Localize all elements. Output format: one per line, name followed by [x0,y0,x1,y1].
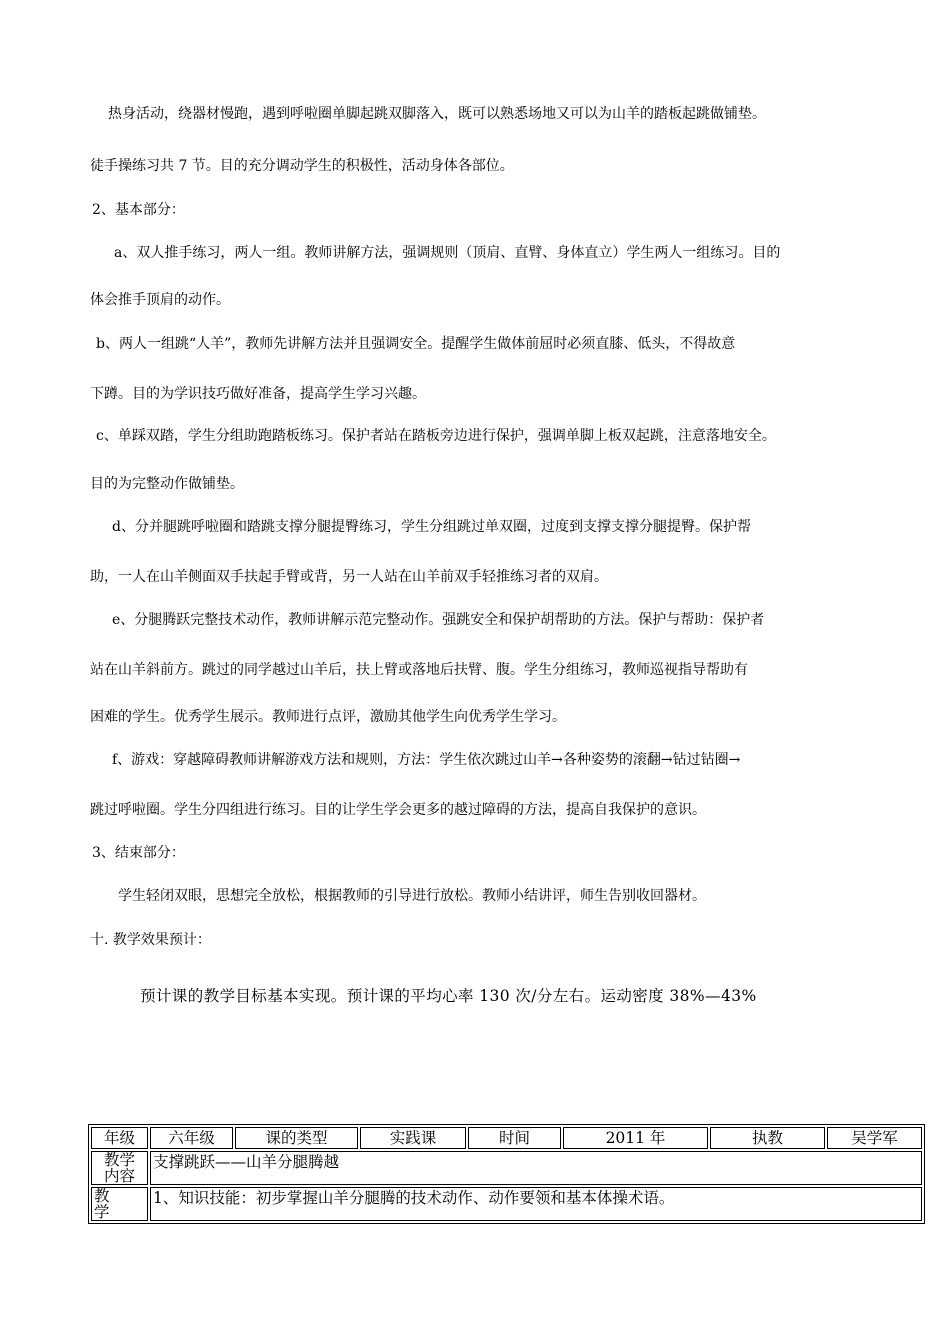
paragraph-warmup: 热身活动，绕器材慢跑，遇到呼啦圈单脚起跳双脚落入，既可以熟悉场地又可以为山羊的踏板起跳做铺垫。 [108,106,766,122]
paragraph-f: f、游戏：穿越障碍教师讲解游戏方法和规则，方法：学生依次跳过山羊→各种姿势的滚翻→钻过钻圈→ [112,752,741,768]
time-value: 2011 年 [563,1127,708,1149]
content-label-line2: 内容 [103,1167,135,1185]
content-label [91,1151,148,1185]
table-row-header [91,1127,922,1149]
type-label: 课的类型 [235,1127,358,1149]
goal-label-line2: 学 [94,1203,110,1221]
paragraph-exercise: 徒手操练习共 7 节。目的充分调动学生的积极性，活动身体各部位。 [90,158,514,174]
goal-label [91,1187,148,1221]
grade-value: 六年级 [150,1127,233,1149]
section-heading-basic: 2、基本部分： [92,202,185,218]
paragraph-e-cont-1: 站在山羊斜前方。跳过的同学越过山羊后，扶上臂或落地后扶臂、腹。学生分组练习，教师巡视指导帮助有 [90,662,748,678]
paragraph-d-cont: 助，一人在山羊侧面双手扶起手臂或背，另一人站在山羊前双手轻推练习者的双肩。 [90,569,608,585]
paragraph-ending: 学生轻闭双眼，思想完全放松，根据教师的引导进行放松。教师小结讲评，师生告别收回器材。 [118,888,706,904]
paragraph-b-cont: 下蹲。目的为学识技巧做好准备，提高学生学习兴趣。 [90,386,426,402]
paragraph-d: d、分并腿跳呼啦圈和踏跳支撑分腿提臀练习，学生分组跳过单双圈，过度到支撑支撑分腿提臀。保护帮 [112,519,751,535]
section-heading-ending: 3、结束部分： [92,845,185,861]
paragraph-c: c、单踩双踏，学生分组助跑踏板练习。保护者站在踏板旁边进行保护，强调单脚上板双起跳，注意落地安全。 [96,428,776,444]
content-value: 支撑跳跃——山羊分腿腾越 [150,1151,922,1185]
teacher-value: 吴学军 [827,1127,922,1149]
paragraph-f-cont: 跳过呼啦圈。学生分四组进行练习。目的让学生学会更多的越过障碍的方法，提高自我保护的意识。 [90,802,706,818]
paragraph-e: e、分腿腾跃完整技术动作，教师讲解示范完整动作。强跳安全和保护胡帮助的方法。保护与帮助：保护者 [112,612,765,628]
section-heading-effect: 十. 教学效果预计： [90,932,211,948]
paragraph-c-cont: 目的为完整动作做铺垫。 [90,476,244,492]
time-label: 时间 [468,1127,561,1149]
paragraph-effect: 预计课的教学目标基本实现。预计课的平均心率 130 次/分左右。运动密度 38%—43% [140,987,757,1005]
paragraph-a: a、双人推手练习，两人一组。教师讲解方法，强调规则（顶肩、直臂、身体直立）学生两人一组练习。目的 [114,245,781,261]
goal-label-line1: 教 [94,1187,110,1205]
paragraph-a-cont: 体会推手顶肩的动作。 [90,292,230,308]
type-value: 实践课 [360,1127,466,1149]
lesson-info-table [88,1124,925,1224]
table-row-content [91,1151,922,1185]
content-label-line1: 教学 [103,1151,135,1169]
table-row-goals [91,1187,922,1221]
paragraph-e-cont-2: 困难的学生。优秀学生展示。教师进行点评，激励其他学生向优秀学生学习。 [90,709,566,725]
paragraph-b: b、两人一组跳“人羊”，教师先讲解方法并且强调安全。提醒学生做体前屈时必须直膝、低头，不得故意 [96,336,736,352]
goal-value: 1、知识技能：初步掌握山羊分腿腾的技术动作、动作要领和基本体操术语。 [150,1187,922,1221]
teacher-label: 执教 [710,1127,825,1149]
grade-label: 年级 [91,1127,148,1149]
